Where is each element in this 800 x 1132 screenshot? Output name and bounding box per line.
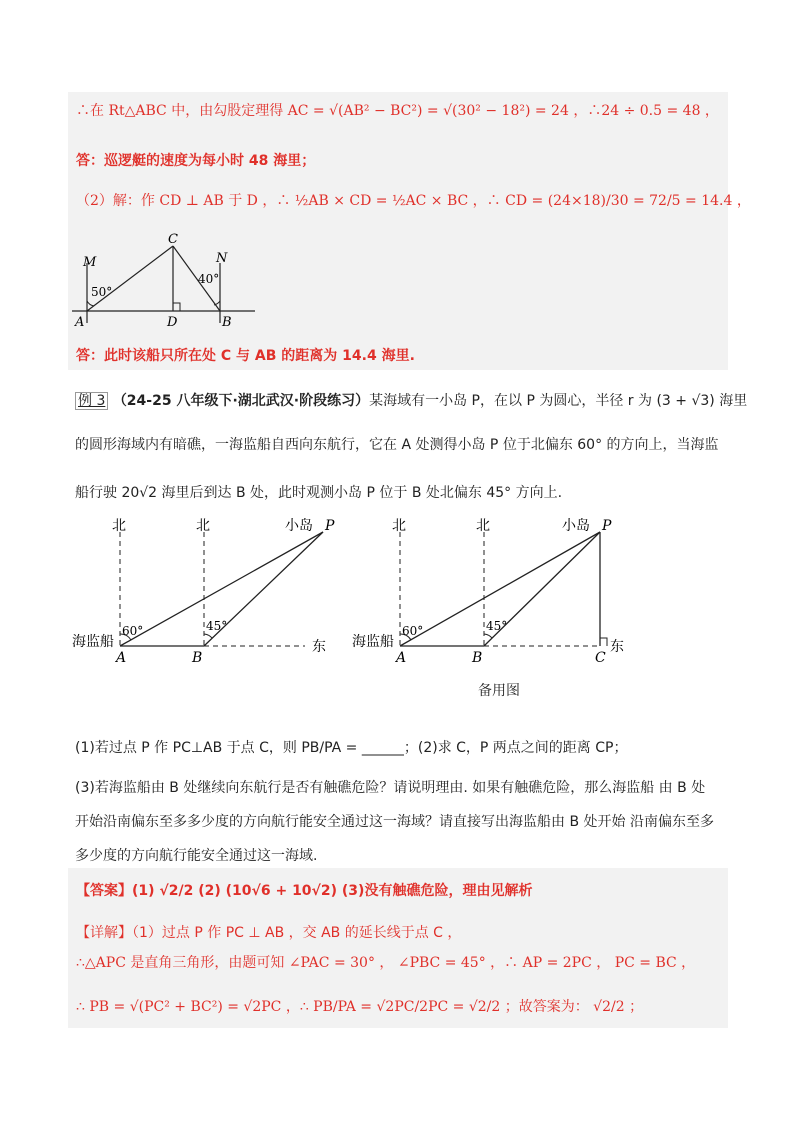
- detail-line-3: [76, 996, 643, 1016]
- answer-line-2-text: 答：此时该船只所在处 C 与 AB 的距离为 14.4 海里.: [76, 348, 415, 364]
- figure-triangle-abc: [70, 228, 260, 333]
- fig3-label-p: P: [602, 518, 612, 534]
- figure-main: [70, 518, 340, 668]
- example-line-3-text: 船行驶 20√2 海里后到达 B 处，此时观测小岛 P 位于 B 处北偏东 45° 方向上.: [75, 485, 563, 501]
- fig2-north-2: 北: [196, 518, 210, 534]
- solution-line-1: [76, 100, 719, 120]
- answer-line-1: [76, 150, 315, 170]
- fig1-label-c: C: [168, 232, 178, 247]
- fig2-island: 小岛: [285, 518, 313, 534]
- fig1-label-b: B: [222, 315, 232, 330]
- fig3-east: 东: [610, 639, 624, 655]
- question-line-3-text: 开始沿南偏东至多多少度的方向航行能安全通过这一海域？请直接写出海监船由 B 处开始 沿南偏东至多: [75, 814, 714, 830]
- question-line-2-text: (3)若海监船由 B 处继续向东航行是否有触礁危险？请说明理由. 如果有触礁危险，那么海监船 由 B 处: [75, 780, 706, 796]
- answer-line-1-text: 答：巡逻艇的速度为每小时 48 海里；: [76, 153, 316, 169]
- question-line-4: [75, 845, 317, 865]
- fig1-label-n: N: [216, 251, 228, 266]
- fig3-angle-60: 60°: [402, 624, 424, 638]
- answer-line-2: [76, 345, 415, 365]
- fig1-label-m: M: [83, 255, 97, 270]
- solution-line-2-text: （2）解：作 CD ⊥ AB 于 D ，∴ ½AB × CD = ½AC × BC ，∴ CD = (24×18)/30 = 72/5 = 14.4 ，: [76, 193, 751, 209]
- detail-line-3-text: ∴ PB = √(PC² + BC²) = √2PC ，∴ PB/PA = √2PC/2PC = √2/2 ；故答案为： √2/2 ；: [76, 999, 644, 1015]
- fig3-island: 小岛: [562, 518, 590, 534]
- solution-line-2: [76, 190, 751, 210]
- question-line-4-text: 多少度的方向航行能安全通过这一海域.: [75, 848, 318, 864]
- fig2-east: 东: [312, 639, 326, 655]
- answer-line: [76, 880, 532, 900]
- fig2-label-a: A: [116, 650, 127, 666]
- example-line-1: [75, 390, 747, 410]
- fig2-north-1: 北: [112, 518, 126, 534]
- example-source: （24-25 八年级下·湖北武汉·阶段练习）: [112, 393, 370, 409]
- fig2-ship: 海监船: [72, 634, 114, 650]
- fig1-label-d: D: [167, 315, 178, 330]
- question-line-3: [75, 811, 714, 831]
- question-line-1-text: (1)若过点 P 作 PC⊥AB 于点 C，则 PB/PA = ______；(2)求 C，P 两点之间的距离 CP；: [75, 740, 628, 756]
- detail-line-1-text: 【详解】（1）过点 P 作 PC ⊥ AB ，交 AB 的延长线于点 C ，: [76, 925, 462, 941]
- fig3-label-c: C: [595, 650, 606, 666]
- fig3-label-a: A: [396, 650, 407, 666]
- fig2-label-b: B: [192, 650, 203, 666]
- fig2-angle-45: 45°: [206, 619, 228, 633]
- example-tag: 例 3: [75, 392, 108, 410]
- figure-spare: [350, 518, 640, 668]
- answer-line-text: 【答案】(1) √2/2 (2) (10√6 + 10√2) (3)没有触礁危险，理由见解析: [76, 883, 533, 899]
- fig1-label-a: A: [75, 315, 85, 330]
- solution-line-1-text: ∴在 Rt△ABC 中，由勾股定理得 AC = √(AB² − BC²) = √(30² − 18²) = 24 ，∴24 ÷ 0.5 = 48 ，: [76, 103, 719, 119]
- fig2-angle-60: 60°: [122, 624, 144, 638]
- fig1-angle-50: 50°: [91, 285, 113, 299]
- question-line-2: [75, 777, 705, 797]
- fig1-angle-40: 40°: [198, 272, 220, 286]
- detail-line-2-text: ∴△APC 是直角三角形，由题可知 ∠PAC = 30° ， ∠PBC = 45° ，∴ AP = 2PC ， PC = BC ，: [76, 955, 696, 971]
- fig3-north-1: 北: [392, 518, 406, 534]
- example-line-1-text: 某海域有一小岛 P，在以 P 为圆心，半径 r 为 (3 + √3) 海里: [369, 393, 748, 409]
- example-line-2: [75, 434, 719, 454]
- detail-line-2: [76, 952, 695, 972]
- detail-line-1: [76, 922, 461, 942]
- example-line-2-text: 的圆形海域内有暗礁，一海监船自西向东航行，它在 A 处测得小岛 P 位于北偏东 60° 的方向上，当海监: [75, 437, 719, 453]
- fig3-label-b: B: [472, 650, 483, 666]
- fig2-label-p: P: [325, 518, 335, 534]
- fig3-angle-45: 45°: [486, 619, 508, 633]
- example-line-3: [75, 482, 562, 502]
- spare-figure-caption: 备用图: [478, 683, 520, 699]
- question-line-1: [75, 737, 627, 757]
- fig3-ship: 海监船: [352, 634, 394, 650]
- fig3-north-2: 北: [476, 518, 490, 534]
